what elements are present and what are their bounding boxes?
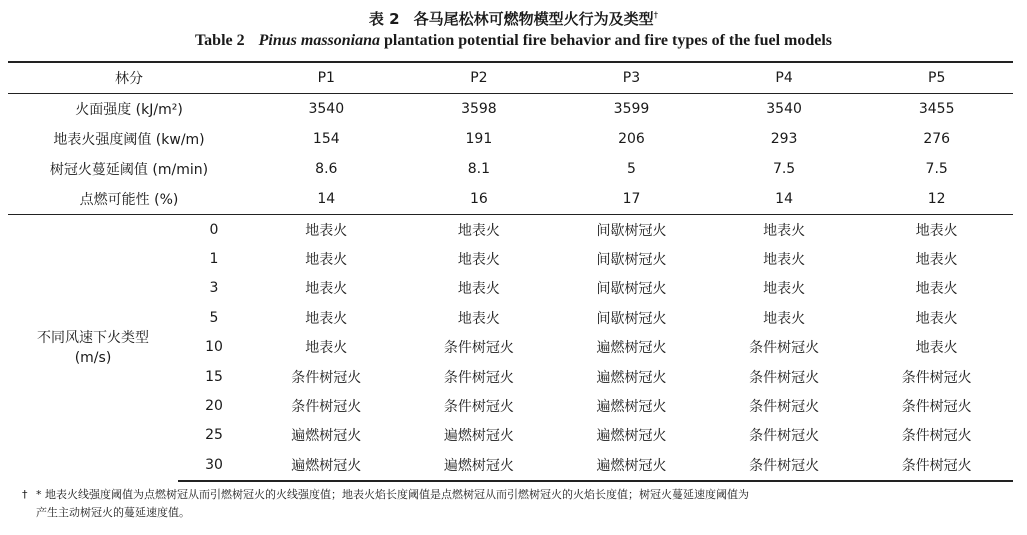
wind-speed: 20 [205,398,223,415]
footnote-line-2: 产生主动树冠火的蔓延速度值。 [36,506,190,519]
param-value: 17 [555,184,708,215]
param-value: 14 [250,184,403,215]
fire-type: 条件树冠火 [291,399,362,416]
param-value: 7.5 [772,161,796,177]
header-p3: P3 [555,62,708,94]
wind-speed: 5 [209,309,219,326]
footnote-line-1: * 地表火线强度阈值为点燃树冠从而引燃树冠火的火线强度值；地表火焰长度阈值是点燃树冠从而引燃树冠火的火焰长度值；树冠火蔓延速度阈值为 [36,488,749,501]
fire-type: 遍燃树冠火 [596,399,667,416]
fire-type: 条件树冠火 [708,450,861,480]
fire-type: 条件树冠火 [749,340,820,357]
header-p5: P5 [860,62,1013,94]
fire-type: 遍燃树冠火 [596,340,667,357]
param-value: 293 [770,131,798,147]
fire-type: 遍燃树冠火 [596,369,667,386]
wind-speed: 1 [209,251,219,268]
param-value: 14 [708,184,861,215]
fire-type: 地表火 [305,281,348,298]
header-p4: P4 [708,62,861,94]
param-label: 火面强度 (kJ/m²) [75,102,183,118]
fire-type: 地表火 [915,252,958,269]
fire-type: 条件树冠火 [749,369,820,386]
param-value: 191 [465,131,493,147]
fire-behavior-table [8,61,1013,482]
param-label: 地表火强度阈值 (kw/m) [53,132,205,148]
header-p1: P1 [250,62,403,94]
param-value: 3455 [918,101,955,117]
fire-type: 条件树冠火 [443,340,514,357]
title-dagger-mark: † [653,11,659,21]
table-footnote [22,486,1006,522]
fire-type: 地表火 [763,222,806,239]
param-value: 3598 [461,101,497,117]
fire-type: 地表火 [457,310,500,327]
wind-group-label [8,215,178,481]
fire-type: 地表火 [763,310,806,327]
wind-speed: 0 [209,221,219,238]
wind-group-label-line2: (m/s) [74,349,112,366]
fire-type: 地表火 [915,340,958,357]
param-value: 3540 [766,101,802,117]
param-value: 3540 [308,101,345,117]
param-value: 276 [923,131,951,147]
wind-speed: 3 [209,280,219,297]
fire-type: 遍燃树冠火 [250,450,403,480]
wind-row [8,215,1013,245]
fire-type: 条件树冠火 [291,369,362,386]
param-value: 12 [860,184,1013,215]
param-row [8,124,1013,154]
fire-type: 间歇树冠火 [596,252,667,269]
fire-type: 条件树冠火 [901,428,972,445]
wind-speed: 10 [205,339,223,356]
fire-type: 条件树冠火 [860,450,1013,480]
fire-type: 间歇树冠火 [596,281,667,298]
param-value: 7.5 [925,161,948,177]
param-value: 16 [403,184,556,215]
param-value: 3599 [613,101,650,117]
param-value: 8.1 [467,161,491,177]
fire-type: 条件树冠火 [443,369,514,386]
wind-speed: 15 [205,368,223,385]
species-name: Pinus massoniana [258,32,381,49]
fire-type: 遍燃树冠火 [555,450,708,480]
param-value: 8.6 [315,161,338,177]
fire-type: 条件树冠火 [443,399,514,416]
param-label: 树冠火蔓延阈值 (m/min) [49,162,209,178]
fire-type: 间歇树冠火 [596,310,667,327]
header-p2: P2 [403,62,556,94]
fire-type: 遍燃树冠火 [403,450,556,480]
footnote-dagger: † [22,488,28,501]
wind-speed: 30 [178,450,250,480]
param-row [8,154,1013,184]
fire-type: 地表火 [457,222,500,239]
param-value: 206 [618,131,645,147]
fire-type: 地表火 [763,252,806,269]
fire-type: 条件树冠火 [749,428,820,445]
fire-type: 地表火 [915,281,958,298]
fire-type: 条件树冠火 [749,399,820,416]
table-number-cn: 表 2 [368,10,400,28]
fire-type: 条件树冠火 [901,399,972,416]
fire-type: 遍燃树冠火 [291,428,362,445]
param-value: 154 [312,131,340,147]
param-label: 点燃可能性 (%) [8,184,250,215]
fire-type: 地表火 [763,281,806,298]
fire-type: 地表火 [915,222,958,239]
fire-type: 地表火 [457,281,500,298]
param-row [8,94,1013,125]
fire-type: 地表火 [305,252,348,269]
fire-type: 条件树冠火 [901,369,972,386]
table-title-english [0,31,1027,51]
fire-type: 地表火 [305,222,348,239]
table-title-en-text: plantation potential fire behavior and fire types of the fuel models [384,32,833,49]
table-title-cn-text: 各马尾松林可燃物模型火行为及类型 [413,10,654,28]
fire-type: 地表火 [915,310,958,327]
wind-speed: 25 [205,427,223,444]
fire-type: 地表火 [305,340,348,357]
fire-type: 遍燃树冠火 [443,428,514,445]
table-title-chinese [0,6,1027,29]
table-number-en: Table 2 [194,32,245,49]
fire-type: 地表火 [457,252,500,269]
param-row [8,184,1013,215]
fire-type: 间歇树冠火 [596,222,667,239]
fire-type: 地表火 [305,310,348,327]
wind-group-label-line1: 不同风速下火类型 [37,329,149,346]
param-value: 5 [627,161,636,177]
header-stand: 林分 [8,62,250,94]
header-row [8,62,1013,94]
fire-type: 遍燃树冠火 [596,428,667,445]
